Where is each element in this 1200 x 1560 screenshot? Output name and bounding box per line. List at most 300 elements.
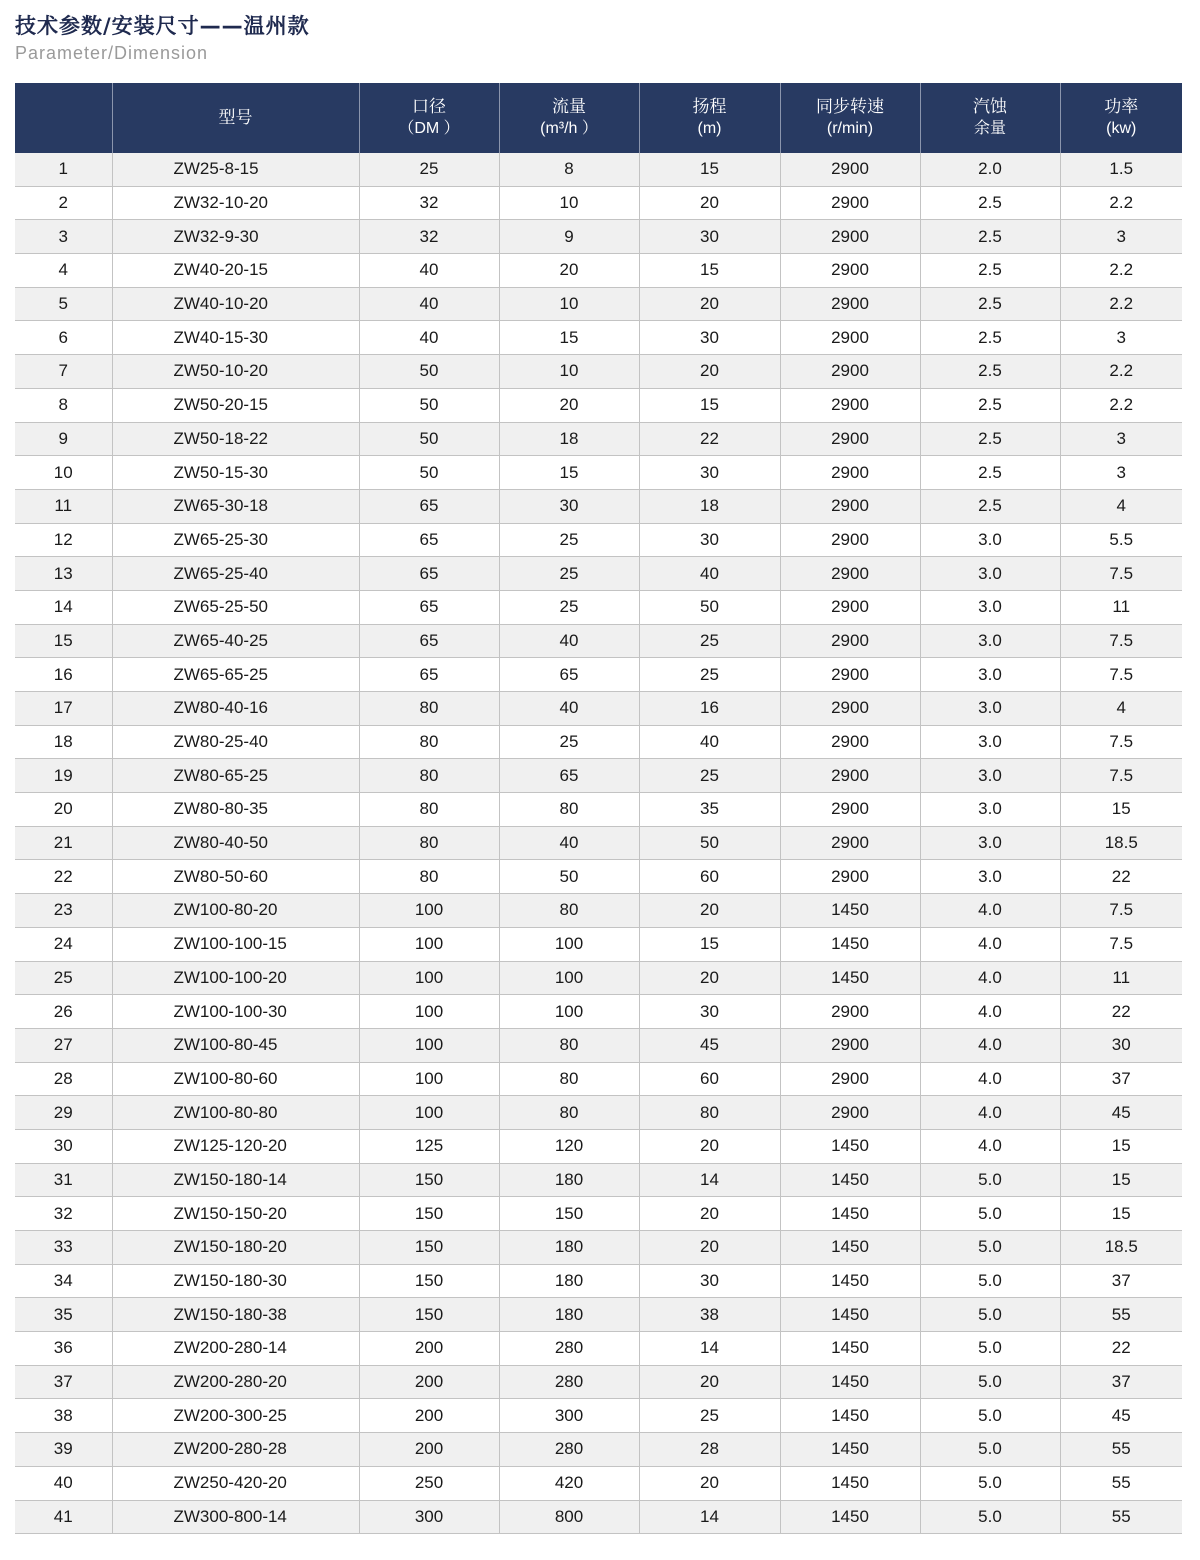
table-row bbox=[15, 759, 1182, 793]
cell-speed: 1450 bbox=[780, 1399, 920, 1433]
cell-power: 55 bbox=[1060, 1298, 1182, 1332]
cell-head: 80 bbox=[639, 1096, 780, 1130]
cell-speed: 2900 bbox=[780, 995, 920, 1029]
table-row bbox=[15, 220, 1182, 254]
cell-caliber: 65 bbox=[359, 658, 499, 692]
table-row bbox=[15, 355, 1182, 389]
table-row bbox=[15, 793, 1182, 827]
cell-head: 15 bbox=[639, 388, 780, 422]
cell-head: 20 bbox=[639, 961, 780, 995]
table-row bbox=[15, 1433, 1182, 1467]
cell-model: ZW125-120-20 bbox=[112, 1129, 359, 1163]
cell-speed: 1450 bbox=[780, 961, 920, 995]
cell-flow: 180 bbox=[499, 1163, 639, 1197]
cell-head: 28 bbox=[639, 1433, 780, 1467]
cell-index: 23 bbox=[15, 894, 112, 928]
cell-power: 37 bbox=[1060, 1365, 1182, 1399]
cell-caliber: 50 bbox=[359, 355, 499, 389]
cell-power: 37 bbox=[1060, 1264, 1182, 1298]
table-row bbox=[15, 1096, 1182, 1130]
cell-npsh: 2.5 bbox=[920, 220, 1060, 254]
cell-head: 35 bbox=[639, 793, 780, 827]
cell-index: 13 bbox=[15, 557, 112, 591]
cell-model: ZW65-65-25 bbox=[112, 658, 359, 692]
cell-speed: 2900 bbox=[780, 860, 920, 894]
cell-power: 37 bbox=[1060, 1062, 1182, 1096]
cell-flow: 300 bbox=[499, 1399, 639, 1433]
cell-flow: 80 bbox=[499, 793, 639, 827]
table-row bbox=[15, 1197, 1182, 1231]
cell-npsh: 5.0 bbox=[920, 1433, 1060, 1467]
cell-speed: 2900 bbox=[780, 388, 920, 422]
table-row bbox=[15, 1062, 1182, 1096]
cell-model: ZW150-180-14 bbox=[112, 1163, 359, 1197]
cell-caliber: 200 bbox=[359, 1399, 499, 1433]
cell-npsh: 4.0 bbox=[920, 1028, 1060, 1062]
cell-index: 2 bbox=[15, 186, 112, 220]
cell-model: ZW40-15-30 bbox=[112, 321, 359, 355]
cell-index: 16 bbox=[15, 658, 112, 692]
cell-head: 20 bbox=[639, 1466, 780, 1500]
cell-head: 40 bbox=[639, 725, 780, 759]
cell-power: 4 bbox=[1060, 489, 1182, 523]
cell-npsh: 2.5 bbox=[920, 489, 1060, 523]
cell-npsh: 4.0 bbox=[920, 1096, 1060, 1130]
cell-power: 15 bbox=[1060, 1197, 1182, 1231]
cell-flow: 10 bbox=[499, 186, 639, 220]
cell-npsh: 2.0 bbox=[920, 153, 1060, 186]
cell-npsh: 2.5 bbox=[920, 186, 1060, 220]
cell-flow: 420 bbox=[499, 1466, 639, 1500]
cell-caliber: 25 bbox=[359, 153, 499, 186]
cell-caliber: 100 bbox=[359, 961, 499, 995]
cell-model: ZW150-180-38 bbox=[112, 1298, 359, 1332]
cell-speed: 1450 bbox=[780, 1163, 920, 1197]
parameter-table bbox=[15, 83, 1182, 1534]
cell-npsh: 5.0 bbox=[920, 1399, 1060, 1433]
table-row bbox=[15, 388, 1182, 422]
cell-index: 22 bbox=[15, 860, 112, 894]
cell-head: 25 bbox=[639, 759, 780, 793]
cell-power: 7.5 bbox=[1060, 927, 1182, 961]
table-row bbox=[15, 860, 1182, 894]
cell-speed: 1450 bbox=[780, 1332, 920, 1366]
cell-index: 24 bbox=[15, 927, 112, 961]
cell-npsh: 3.0 bbox=[920, 793, 1060, 827]
cell-head: 16 bbox=[639, 692, 780, 726]
cell-npsh: 4.0 bbox=[920, 894, 1060, 928]
cell-caliber: 200 bbox=[359, 1433, 499, 1467]
table-row bbox=[15, 489, 1182, 523]
page-title: 技术参数/安装尺寸——温州款 bbox=[15, 14, 310, 38]
cell-caliber: 50 bbox=[359, 456, 499, 490]
cell-model: ZW80-40-16 bbox=[112, 692, 359, 726]
cell-npsh: 3.0 bbox=[920, 624, 1060, 658]
cell-model: ZW250-420-20 bbox=[112, 1466, 359, 1500]
cell-npsh: 2.5 bbox=[920, 321, 1060, 355]
table-row bbox=[15, 894, 1182, 928]
table-row bbox=[15, 692, 1182, 726]
cell-speed: 2900 bbox=[780, 489, 920, 523]
cell-head: 14 bbox=[639, 1332, 780, 1366]
cell-caliber: 65 bbox=[359, 557, 499, 591]
cell-index: 9 bbox=[15, 422, 112, 456]
cell-head: 50 bbox=[639, 590, 780, 624]
table-row bbox=[15, 658, 1182, 692]
cell-flow: 65 bbox=[499, 658, 639, 692]
cell-caliber: 100 bbox=[359, 1062, 499, 1096]
cell-caliber: 100 bbox=[359, 1096, 499, 1130]
cell-speed: 1450 bbox=[780, 1500, 920, 1534]
table-row bbox=[15, 1365, 1182, 1399]
table-row bbox=[15, 1264, 1182, 1298]
table-row bbox=[15, 287, 1182, 321]
cell-model: ZW100-80-60 bbox=[112, 1062, 359, 1096]
cell-caliber: 50 bbox=[359, 388, 499, 422]
cell-head: 40 bbox=[639, 557, 780, 591]
cell-power: 11 bbox=[1060, 590, 1182, 624]
cell-head: 30 bbox=[639, 456, 780, 490]
cell-caliber: 300 bbox=[359, 1500, 499, 1534]
cell-model: ZW150-150-20 bbox=[112, 1197, 359, 1231]
cell-npsh: 2.5 bbox=[920, 254, 1060, 288]
cell-model: ZW50-18-22 bbox=[112, 422, 359, 456]
cell-speed: 2900 bbox=[780, 523, 920, 557]
cell-flow: 65 bbox=[499, 759, 639, 793]
cell-npsh: 2.5 bbox=[920, 456, 1060, 490]
cell-power: 4 bbox=[1060, 692, 1182, 726]
cell-index: 33 bbox=[15, 1231, 112, 1265]
cell-power: 22 bbox=[1060, 995, 1182, 1029]
cell-head: 60 bbox=[639, 1062, 780, 1096]
cell-speed: 2900 bbox=[780, 658, 920, 692]
cell-speed: 2900 bbox=[780, 287, 920, 321]
cell-head: 30 bbox=[639, 523, 780, 557]
cell-model: ZW50-10-20 bbox=[112, 355, 359, 389]
cell-power: 2.2 bbox=[1060, 254, 1182, 288]
cell-model: ZW150-180-30 bbox=[112, 1264, 359, 1298]
cell-index: 18 bbox=[15, 725, 112, 759]
cell-index: 1 bbox=[15, 153, 112, 186]
cell-index: 29 bbox=[15, 1096, 112, 1130]
cell-npsh: 5.0 bbox=[920, 1163, 1060, 1197]
cell-head: 15 bbox=[639, 927, 780, 961]
cell-index: 3 bbox=[15, 220, 112, 254]
cell-head: 14 bbox=[639, 1163, 780, 1197]
cell-head: 25 bbox=[639, 624, 780, 658]
cell-speed: 2900 bbox=[780, 254, 920, 288]
cell-npsh: 4.0 bbox=[920, 961, 1060, 995]
cell-power: 3 bbox=[1060, 456, 1182, 490]
cell-model: ZW200-300-25 bbox=[112, 1399, 359, 1433]
cell-caliber: 80 bbox=[359, 860, 499, 894]
cell-speed: 2900 bbox=[780, 186, 920, 220]
cell-index: 5 bbox=[15, 287, 112, 321]
cell-index: 32 bbox=[15, 1197, 112, 1231]
cell-caliber: 32 bbox=[359, 220, 499, 254]
cell-model: ZW32-9-30 bbox=[112, 220, 359, 254]
cell-head: 30 bbox=[639, 995, 780, 1029]
cell-power: 3 bbox=[1060, 220, 1182, 254]
cell-power: 2.2 bbox=[1060, 287, 1182, 321]
cell-model: ZW65-25-50 bbox=[112, 590, 359, 624]
table-row bbox=[15, 523, 1182, 557]
cell-head: 22 bbox=[639, 422, 780, 456]
cell-power: 2.2 bbox=[1060, 388, 1182, 422]
cell-npsh: 4.0 bbox=[920, 995, 1060, 1029]
cell-index: 40 bbox=[15, 1466, 112, 1500]
cell-caliber: 80 bbox=[359, 793, 499, 827]
cell-power: 55 bbox=[1060, 1433, 1182, 1467]
cell-index: 27 bbox=[15, 1028, 112, 1062]
table-row bbox=[15, 1129, 1182, 1163]
cell-speed: 2900 bbox=[780, 590, 920, 624]
cell-speed: 2900 bbox=[780, 321, 920, 355]
cell-flow: 800 bbox=[499, 1500, 639, 1534]
cell-npsh: 5.0 bbox=[920, 1231, 1060, 1265]
cell-flow: 180 bbox=[499, 1264, 639, 1298]
cell-npsh: 4.0 bbox=[920, 1062, 1060, 1096]
cell-power: 55 bbox=[1060, 1466, 1182, 1500]
cell-npsh: 3.0 bbox=[920, 860, 1060, 894]
cell-model: ZW100-100-20 bbox=[112, 961, 359, 995]
cell-speed: 1450 bbox=[780, 1365, 920, 1399]
cell-flow: 180 bbox=[499, 1231, 639, 1265]
cell-flow: 40 bbox=[499, 826, 639, 860]
cell-npsh: 2.5 bbox=[920, 388, 1060, 422]
cell-caliber: 65 bbox=[359, 489, 499, 523]
cell-flow: 50 bbox=[499, 860, 639, 894]
cell-index: 6 bbox=[15, 321, 112, 355]
cell-head: 30 bbox=[639, 220, 780, 254]
cell-power: 55 bbox=[1060, 1500, 1182, 1534]
cell-power: 18.5 bbox=[1060, 1231, 1182, 1265]
table-row bbox=[15, 153, 1182, 186]
cell-caliber: 200 bbox=[359, 1365, 499, 1399]
cell-speed: 1450 bbox=[780, 1197, 920, 1231]
cell-flow: 20 bbox=[499, 254, 639, 288]
cell-flow: 30 bbox=[499, 489, 639, 523]
cell-caliber: 125 bbox=[359, 1129, 499, 1163]
cell-power: 30 bbox=[1060, 1028, 1182, 1062]
table-row bbox=[15, 624, 1182, 658]
cell-speed: 2900 bbox=[780, 826, 920, 860]
cell-caliber: 40 bbox=[359, 287, 499, 321]
cell-npsh: 4.0 bbox=[920, 927, 1060, 961]
cell-head: 15 bbox=[639, 254, 780, 288]
cell-head: 20 bbox=[639, 186, 780, 220]
header-flow: 流量 (m³/h ） bbox=[499, 83, 639, 153]
cell-power: 1.5 bbox=[1060, 153, 1182, 186]
cell-index: 31 bbox=[15, 1163, 112, 1197]
cell-npsh: 3.0 bbox=[920, 725, 1060, 759]
cell-head: 15 bbox=[639, 153, 780, 186]
cell-head: 20 bbox=[639, 1231, 780, 1265]
cell-index: 19 bbox=[15, 759, 112, 793]
table-row bbox=[15, 995, 1182, 1029]
table-row bbox=[15, 456, 1182, 490]
table-row bbox=[15, 725, 1182, 759]
cell-model: ZW100-100-15 bbox=[112, 927, 359, 961]
table-row bbox=[15, 1500, 1182, 1534]
cell-head: 25 bbox=[639, 1399, 780, 1433]
header-model: 型号 bbox=[112, 83, 359, 153]
cell-speed: 1450 bbox=[780, 1466, 920, 1500]
cell-npsh: 3.0 bbox=[920, 759, 1060, 793]
cell-index: 17 bbox=[15, 692, 112, 726]
cell-speed: 2900 bbox=[780, 456, 920, 490]
cell-flow: 8 bbox=[499, 153, 639, 186]
cell-flow: 80 bbox=[499, 1062, 639, 1096]
cell-flow: 15 bbox=[499, 321, 639, 355]
cell-head: 20 bbox=[639, 1197, 780, 1231]
cell-power: 45 bbox=[1060, 1399, 1182, 1433]
table-row bbox=[15, 1163, 1182, 1197]
cell-power: 7.5 bbox=[1060, 557, 1182, 591]
cell-flow: 9 bbox=[499, 220, 639, 254]
cell-npsh: 5.0 bbox=[920, 1197, 1060, 1231]
cell-model: ZW50-15-30 bbox=[112, 456, 359, 490]
cell-power: 15 bbox=[1060, 793, 1182, 827]
cell-index: 37 bbox=[15, 1365, 112, 1399]
table-row bbox=[15, 1231, 1182, 1265]
cell-head: 30 bbox=[639, 321, 780, 355]
cell-index: 20 bbox=[15, 793, 112, 827]
cell-index: 30 bbox=[15, 1129, 112, 1163]
cell-flow: 25 bbox=[499, 557, 639, 591]
cell-flow: 100 bbox=[499, 961, 639, 995]
cell-flow: 40 bbox=[499, 692, 639, 726]
cell-speed: 2900 bbox=[780, 1028, 920, 1062]
cell-speed: 2900 bbox=[780, 759, 920, 793]
table-row bbox=[15, 186, 1182, 220]
cell-caliber: 150 bbox=[359, 1163, 499, 1197]
cell-npsh: 5.0 bbox=[920, 1298, 1060, 1332]
cell-model: ZW40-20-15 bbox=[112, 254, 359, 288]
cell-power: 7.5 bbox=[1060, 725, 1182, 759]
table-row bbox=[15, 927, 1182, 961]
table-body bbox=[15, 153, 1182, 1534]
cell-flow: 80 bbox=[499, 1028, 639, 1062]
cell-power: 5.5 bbox=[1060, 523, 1182, 557]
cell-index: 35 bbox=[15, 1298, 112, 1332]
cell-flow: 18 bbox=[499, 422, 639, 456]
cell-model: ZW100-80-20 bbox=[112, 894, 359, 928]
cell-power: 22 bbox=[1060, 860, 1182, 894]
table-row bbox=[15, 1466, 1182, 1500]
cell-head: 25 bbox=[639, 658, 780, 692]
cell-index: 25 bbox=[15, 961, 112, 995]
cell-flow: 80 bbox=[499, 894, 639, 928]
page-subtitle: Parameter/Dimension bbox=[15, 43, 209, 63]
cell-head: 20 bbox=[639, 287, 780, 321]
cell-model: ZW65-25-40 bbox=[112, 557, 359, 591]
cell-head: 60 bbox=[639, 860, 780, 894]
cell-power: 7.5 bbox=[1060, 624, 1182, 658]
cell-index: 38 bbox=[15, 1399, 112, 1433]
cell-caliber: 65 bbox=[359, 590, 499, 624]
cell-npsh: 3.0 bbox=[920, 826, 1060, 860]
cell-caliber: 100 bbox=[359, 894, 499, 928]
cell-flow: 280 bbox=[499, 1332, 639, 1366]
cell-model: ZW80-65-25 bbox=[112, 759, 359, 793]
cell-npsh: 2.5 bbox=[920, 355, 1060, 389]
cell-power: 3 bbox=[1060, 321, 1182, 355]
cell-power: 11 bbox=[1060, 961, 1182, 995]
table-row bbox=[15, 961, 1182, 995]
cell-flow: 10 bbox=[499, 287, 639, 321]
cell-flow: 20 bbox=[499, 388, 639, 422]
cell-power: 15 bbox=[1060, 1163, 1182, 1197]
cell-npsh: 5.0 bbox=[920, 1466, 1060, 1500]
cell-npsh: 4.0 bbox=[920, 1129, 1060, 1163]
cell-speed: 2900 bbox=[780, 355, 920, 389]
cell-head: 14 bbox=[639, 1500, 780, 1534]
cell-index: 4 bbox=[15, 254, 112, 288]
cell-flow: 15 bbox=[499, 456, 639, 490]
cell-model: ZW100-80-80 bbox=[112, 1096, 359, 1130]
cell-model: ZW150-180-20 bbox=[112, 1231, 359, 1265]
cell-model: ZW80-25-40 bbox=[112, 725, 359, 759]
cell-caliber: 100 bbox=[359, 995, 499, 1029]
cell-caliber: 50 bbox=[359, 422, 499, 456]
cell-caliber: 250 bbox=[359, 1466, 499, 1500]
cell-power: 7.5 bbox=[1060, 759, 1182, 793]
cell-power: 7.5 bbox=[1060, 658, 1182, 692]
cell-model: ZW200-280-28 bbox=[112, 1433, 359, 1467]
cell-speed: 2900 bbox=[780, 422, 920, 456]
cell-power: 2.2 bbox=[1060, 186, 1182, 220]
cell-caliber: 150 bbox=[359, 1264, 499, 1298]
cell-flow: 10 bbox=[499, 355, 639, 389]
cell-speed: 2900 bbox=[780, 1096, 920, 1130]
header-power: 功率 (kw) bbox=[1060, 83, 1182, 153]
cell-speed: 1450 bbox=[780, 894, 920, 928]
cell-flow: 25 bbox=[499, 523, 639, 557]
cell-speed: 1450 bbox=[780, 1298, 920, 1332]
cell-model: ZW300-800-14 bbox=[112, 1500, 359, 1534]
header-npsh: 汽蚀 余量 bbox=[920, 83, 1060, 153]
cell-speed: 2900 bbox=[780, 624, 920, 658]
cell-speed: 2900 bbox=[780, 153, 920, 186]
cell-power: 18.5 bbox=[1060, 826, 1182, 860]
cell-caliber: 150 bbox=[359, 1197, 499, 1231]
cell-speed: 2900 bbox=[780, 725, 920, 759]
cell-npsh: 5.0 bbox=[920, 1332, 1060, 1366]
header-index bbox=[15, 83, 112, 153]
cell-head: 20 bbox=[639, 894, 780, 928]
table-header-row bbox=[15, 83, 1182, 153]
cell-model: ZW65-40-25 bbox=[112, 624, 359, 658]
cell-head: 50 bbox=[639, 826, 780, 860]
cell-caliber: 80 bbox=[359, 759, 499, 793]
cell-model: ZW80-50-60 bbox=[112, 860, 359, 894]
header-speed: 同步转速 (r/min) bbox=[780, 83, 920, 153]
cell-npsh: 3.0 bbox=[920, 590, 1060, 624]
cell-speed: 1450 bbox=[780, 927, 920, 961]
cell-caliber: 200 bbox=[359, 1332, 499, 1366]
cell-flow: 150 bbox=[499, 1197, 639, 1231]
cell-flow: 25 bbox=[499, 590, 639, 624]
cell-index: 10 bbox=[15, 456, 112, 490]
cell-speed: 1450 bbox=[780, 1129, 920, 1163]
table-row bbox=[15, 1332, 1182, 1366]
cell-caliber: 150 bbox=[359, 1298, 499, 1332]
cell-speed: 2900 bbox=[780, 1062, 920, 1096]
cell-caliber: 150 bbox=[359, 1231, 499, 1265]
cell-index: 14 bbox=[15, 590, 112, 624]
cell-model: ZW25-8-15 bbox=[112, 153, 359, 186]
